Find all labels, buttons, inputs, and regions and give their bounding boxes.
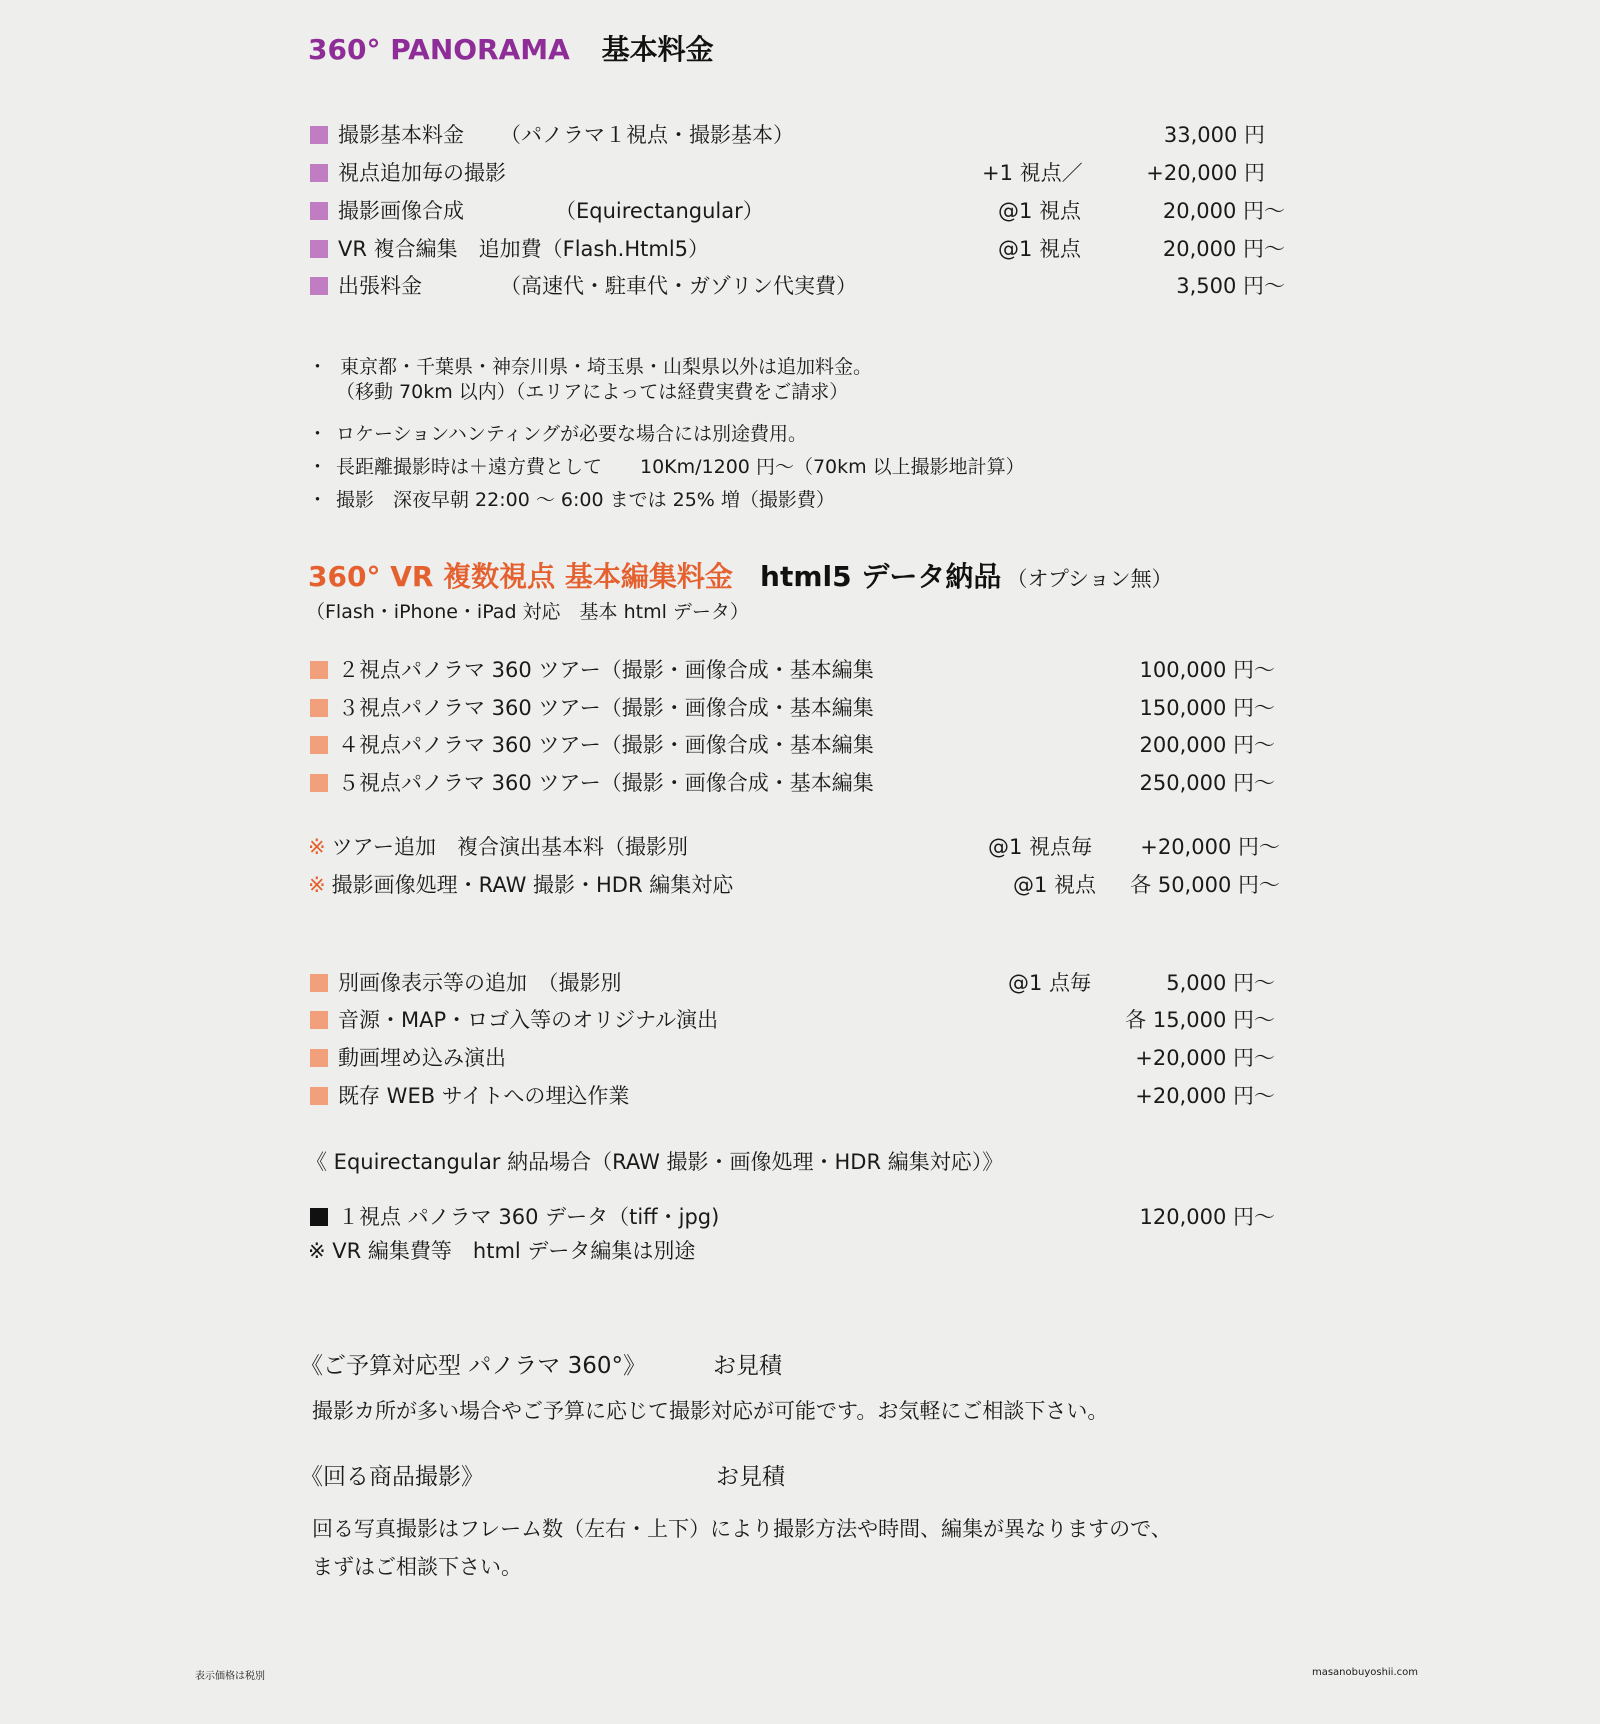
item-label: 出張料金 (338, 274, 422, 298)
square-bullet-icon (310, 774, 328, 792)
list-item (310, 1086, 629, 1107)
section2-subtitle: （Flash・iPhone・iPad 対応 基本 html データ） (306, 601, 749, 623)
square-bullet-icon (310, 1208, 328, 1226)
section2-title-orange: 360° VR 複数視点 基本編集料金 (308, 560, 733, 593)
item-price: 20,000 円〜 (1162, 199, 1285, 223)
equirect-item-label: １視点 パノラマ 360 データ（tiff・jpg) (338, 1205, 720, 1229)
item-note: （Equirectangular） (555, 199, 764, 223)
square-bullet-icon (310, 1087, 328, 1105)
list-item (310, 1010, 718, 1031)
tour-price: 250,000 円〜 (1139, 771, 1275, 795)
footer-tax-note: 表示価格は税別 (195, 1671, 265, 1682)
note-text: 東京都・千葉県・神奈川県・埼玉県・山梨県以外は追加料金。 (340, 356, 873, 378)
item-label: VR 複合編集 追加費（Flash.Html5） (338, 237, 710, 261)
extra-label: ツアー追加 複合演出基本料（撮影別 (331, 835, 688, 859)
equirect-item-price: 120,000 円〜 (1139, 1205, 1275, 1229)
section2-title-black: html5 データ納品 (760, 560, 1002, 593)
tour-price: 200,000 円〜 (1139, 733, 1275, 757)
rotate-text-line1: 回る写真撮影はフレーム数（左右・上下）により撮影方法や時間、編集が異なりますので、 (312, 1517, 1172, 1541)
list-item (310, 276, 422, 297)
list-item (310, 698, 874, 719)
item-label: 視点追加毎の撮影 (338, 161, 506, 185)
tour-label: ５視点パノラマ 360 ツアー（撮影・画像合成・基本編集 (338, 771, 874, 795)
budget-estimate: お見積 (713, 1353, 782, 1379)
reference-mark-icon: ※ (308, 835, 326, 859)
item-unit: @1 視点 (998, 199, 1082, 223)
square-bullet-icon (310, 164, 328, 182)
item-note: （パノラマ１視点・撮影基本） (500, 123, 794, 147)
note-bullet-icon: ・ (308, 456, 328, 478)
list-item (310, 660, 874, 681)
extra-price: 各 50,000 円〜 (1130, 873, 1280, 897)
note-text: （移動 70km 以内）（エリアによっては経費実費をご請求） (336, 381, 849, 403)
list-item (310, 239, 709, 260)
note-bullet-icon: ・ (308, 356, 328, 378)
extra-price: +20,000 円〜 (1140, 835, 1280, 859)
note-bullet-icon: ・ (308, 423, 328, 445)
list-item (310, 1207, 719, 1228)
tour-label: ３視点パノラマ 360 ツアー（撮影・画像合成・基本編集 (338, 696, 874, 720)
option-price: +20,000 円〜 (1135, 1084, 1275, 1108)
option-label: 別画像表示等の追加 （撮影別 (338, 971, 622, 995)
list-item (310, 201, 464, 222)
equirect-note: ※ VR 編集費等 html データ編集は別途 (308, 1239, 696, 1263)
section1-title-en: 360° PANORAMA (308, 33, 570, 66)
square-bullet-icon (310, 202, 328, 220)
item-price: 33,000 円 (1163, 123, 1265, 147)
square-bullet-icon (310, 277, 328, 295)
list-item (310, 125, 464, 146)
list-item (310, 773, 874, 794)
list-item (308, 837, 688, 858)
tour-label: ２視点パノラマ 360 ツアー（撮影・画像合成・基本編集 (338, 658, 874, 682)
section1-title-ja: 基本料金 (601, 33, 714, 66)
note-text: ロケーションハンティングが必要な場合には別途費用。 (336, 423, 808, 445)
section2-title-small: （オプション無） (1006, 567, 1173, 591)
extra-unit: @1 視点 (1013, 873, 1097, 897)
tour-price: 150,000 円〜 (1139, 696, 1275, 720)
square-bullet-icon (310, 240, 328, 258)
note-text: 撮影 深夜早朝 22:00 〜 6:00 までは 25% 増（撮影費） (336, 489, 835, 511)
budget-text: 撮影カ所が多い場合やご予算に応じて撮影対応が可能です。お気軽にご相談下さい。 (312, 1399, 1109, 1423)
item-label: 撮影基本料金 (338, 123, 464, 147)
option-price: +20,000 円〜 (1135, 1046, 1275, 1070)
option-label: 音源・MAP・ロゴ入等のオリジナル演出 (338, 1008, 719, 1032)
reference-mark-icon: ※ (308, 873, 326, 897)
item-note: （高速代・駐車代・ガゾリン代実費） (500, 274, 857, 298)
extra-label: 撮影画像処理・RAW 撮影・HDR 編集対応 (331, 873, 734, 897)
square-bullet-icon (310, 736, 328, 754)
option-unit: @1 点毎 (1008, 971, 1092, 995)
extra-unit: @1 視点毎 (988, 835, 1093, 859)
option-label: 動画埋め込み演出 (338, 1046, 506, 1070)
option-price: 5,000 円〜 (1166, 971, 1275, 995)
rotate-text-line2: まずはご相談下さい。 (312, 1555, 522, 1579)
item-label: 撮影画像合成 (338, 199, 464, 223)
item-price: 20,000 円〜 (1162, 237, 1285, 261)
list-item (310, 1048, 506, 1069)
footer-site-link[interactable]: masanobuyoshii.com (1311, 1667, 1418, 1678)
option-label: 既存 WEB サイトへの埋込作業 (338, 1084, 630, 1108)
list-item (310, 735, 874, 756)
square-bullet-icon (310, 1011, 328, 1029)
tour-label: ４視点パノラマ 360 ツアー（撮影・画像合成・基本編集 (338, 733, 874, 757)
tour-price: 100,000 円〜 (1139, 658, 1275, 682)
budget-heading: 《ご予算対応型 パノラマ 360°》 (300, 1353, 647, 1379)
item-unit: +1 視点／ (982, 161, 1083, 185)
section1-title (308, 28, 714, 68)
list-item (310, 973, 622, 994)
note-text: 長距離撮影時は＋遠方費として 10Km/1200 円〜（70km 以上撮影地計算） (336, 456, 1025, 478)
rotate-estimate: お見積 (716, 1464, 785, 1490)
square-bullet-icon (310, 1049, 328, 1067)
option-price: 各 15,000 円〜 (1125, 1008, 1275, 1032)
section2-title (308, 555, 1173, 595)
list-item (310, 163, 506, 184)
square-bullet-icon (310, 126, 328, 144)
rotate-heading: 《回る商品撮影》 (300, 1464, 484, 1490)
list-item (308, 875, 733, 896)
square-bullet-icon (310, 699, 328, 717)
square-bullet-icon (310, 661, 328, 679)
item-price: +20,000 円 (1146, 161, 1265, 185)
item-unit: @1 視点 (998, 237, 1082, 261)
square-bullet-icon (310, 974, 328, 992)
note-bullet-icon: ・ (308, 489, 328, 511)
equirect-heading: 《 Equirectangular 納品場合（RAW 撮影・画像処理・HDR 編集対応）》 (306, 1150, 1004, 1174)
item-price: 3,500 円〜 (1176, 274, 1285, 298)
